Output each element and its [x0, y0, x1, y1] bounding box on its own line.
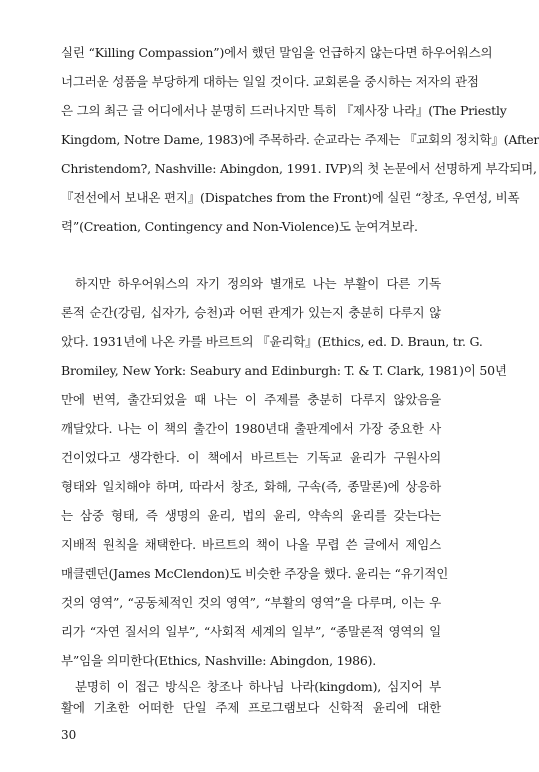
text-line: 만에 번역, 출간되었을 때 나는 이 주제를 충분히 다루지 않았음을	[61, 392, 441, 407]
text-line: Christendom?, Nashville: Abingdon, 1991. IVP)의 첫 논문에서 선명하게 부각되며,	[61, 161, 537, 176]
text-line: 았다. 1931년에 나온 카를 바르트의 『윤리학』(Ethics, ed. D. Braun, tr. G.	[61, 334, 483, 349]
text-line: 실린 “Killing Compassion”)에서 했던 말임을 언급하지 않는다면 하우어워스의	[61, 45, 493, 60]
text-line: 형태와 일치해야 하며, 따라서 창조, 화해, 구속(즉, 종말론)에 상응하	[61, 479, 441, 494]
page-number: 30	[61, 728, 77, 742]
text-line: 은 그의 최근 글 어디에서나 분명히 드러나지만 특히 『제사장 나라』(The Priestly	[61, 103, 507, 118]
text-line: 하지만 하우어워스의 자기 정의와 별개로 나는 부활이 다른 기독	[75, 276, 441, 291]
text-line: 부”임을 의미한다(Ethics, Nashville: Abingdon, 1986).	[61, 653, 377, 668]
text-line: 력”(Creation, Contingency and Non-Violence)도 눈여겨보라.	[61, 219, 418, 234]
text-line: 것의 영역”, “공동체적인 것의 영역”, “부활의 영역”을 다루며, 이는 우	[61, 595, 441, 610]
text-line: 건이었다고 생각한다. 이 책에서 바르트는 기독교 윤리가 구원사의	[61, 450, 441, 465]
text-line: 매클렌던(James McClendon)도 비슷한 주장을 했다. 윤리는 “유기적인	[61, 566, 449, 581]
text-line: 리가 “자연 질서의 일부”, “사회적 세계의 일부”, “종말론적 영역의 일	[61, 624, 441, 639]
text-line: 너그러운 성품을 부당하게 대하는 일일 것이다. 교회론을 중시하는 저자의 관점	[61, 74, 479, 89]
text-line: 분명히 이 접근 방식은 창조나 하나님 나라(kingdom), 심지어 부	[75, 679, 441, 694]
text-line: 깨달았다. 나는 이 책의 출간이 1980년대 출판계에서 가장 중요한 사	[61, 421, 441, 436]
text-line: 론적 순간(강림, 십자가, 승천)과 어떤 관계가 있는지 충분히 다루지 않	[61, 305, 441, 320]
text-line: Bromiley, New York: Seabury and Edinburgh: T. & T. Clark, 1981)이 50년	[61, 363, 507, 378]
text-line: 『전선에서 보내온 편지』(Dispatches from the Front)에 실린 “창조, 우연성, 비폭	[61, 190, 520, 205]
text-line: 활에 기초한 어떠한 단일 주제 프로그램보다 신학적 윤리에 대한	[61, 700, 441, 715]
text-line: Kingdom, Notre Dame, 1983)에 주목하라. 순교라는 주제는 『교회의 정치학』(After	[61, 132, 539, 147]
text-line: 는 삼중 형태, 즉 생명의 윤리, 법의 윤리, 약속의 윤리를 갖는다는	[61, 508, 441, 523]
text-line: 지배적 원칙을 채택한다. 바르트의 책이 나올 무렵 쓴 글에서 제임스	[61, 537, 441, 552]
